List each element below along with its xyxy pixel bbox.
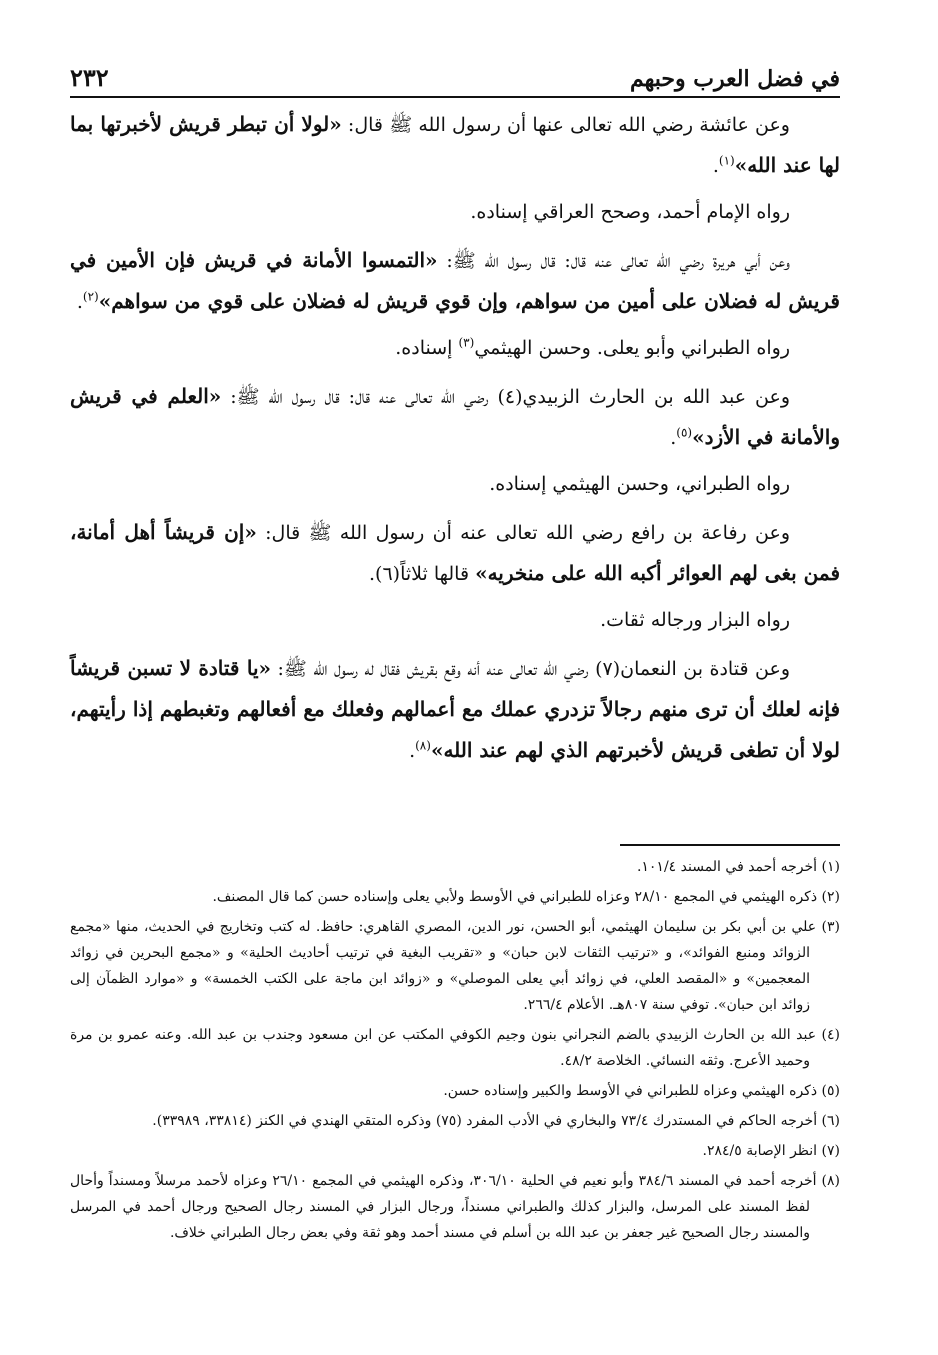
footnote: (٣) علي بن أبي بكر بن سليمان الهيثمي، أبو الحسن، نور الدين، المصري القاهري: حافظ. له كتب وتخاريج في الحديث، منها «مجمع الزوائد ومنبع الفوائد»، و «ترتيب الثقات لابن حبان» و «تقريب البغية في ترتيب أحاديث الحلية» و «مجمع البحرين في زوائد المعجمين» و «المقصد العلي، في زوائد أبي يعلى الموصلي» و «زوائد ابن ماجة على الكتب الخمسة» و «موارد الظمآن إلى زوائد ابن حبان». توفي سنة ٨٠٧هـ. الأعلام ٢٦٦/٤. bbox=[70, 919, 840, 1013]
paragraph-end: إسناده. bbox=[395, 337, 459, 359]
footnote: (٢) ذكره الهيثمي في المجمع ٢٨/١٠ وعزاه للطبراني في الأوسط ولأبي يعلى وإسناده حسن كما قال المصنف. bbox=[212, 889, 840, 905]
paragraph-intro: وعن أبي هريرة رضي الله تعالى عنه قال: قال رسول الله ﷺ: bbox=[437, 250, 790, 272]
footnote: (٨) أخرجه أحمد في المسند ٣٨٤/٦ وأبو نعيم في الحلية ٣٠٦/١٠، وذكره الهيثمي في المجمع ٢٦/١٠ وعزاه لأحمد مرسلاً ومسنداً وأحال لفظ المسند على المرسل، والبزار كذلك والطبراني مسنداً، ورجال البزار في المسند رجال الصحيح ورجال أحمد في المرسل والمسند رجال الصحيح غير جعفر بن عبد الله بن أسلم في مسند أحمد وهو ثقة وفي بعض رجال الطبراني خلاف. bbox=[70, 1173, 840, 1241]
hadith-paragraph bbox=[70, 240, 840, 322]
hadith-paragraph bbox=[70, 648, 840, 771]
hadith-paragraph bbox=[70, 376, 840, 458]
footnote-marker: (٢) bbox=[82, 289, 99, 304]
source-paragraph bbox=[70, 464, 840, 504]
paragraph-end: . bbox=[670, 427, 677, 449]
paragraph-end: . bbox=[409, 740, 416, 762]
footnote-marker: (٨) bbox=[415, 738, 431, 753]
footnote: (١) أخرجه أحمد في المسند ١٠١/٤. bbox=[636, 859, 840, 875]
footnote: (٥) ذكره الهيثمي وعزاه للطبراني في الأوسط والكبير وإسناده حسن. bbox=[443, 1083, 840, 1099]
paragraph-end: قالها ثلاثاً(٦). bbox=[369, 563, 476, 585]
main-text bbox=[70, 104, 840, 777]
hadith-quote: «يا قتادة لا تسبن قريشاً فإنه لعلك أن ترى منهم رجالاً تزدري عملك مع أعمالهم وفعلك مع أفعالهم وتغبطهم إذا رأيتهم، لولا أن تطغى قريش لأخبرتهم الذي لهم عند الله» bbox=[70, 656, 840, 762]
paragraph-intro: رواه الطبراني وأبو يعلى. وحسن الهيثمي bbox=[474, 337, 790, 359]
hadith-paragraph bbox=[70, 512, 840, 594]
source-paragraph bbox=[70, 600, 840, 640]
paragraph-intro: رواه الإمام أحمد، وصحح العراقي إسناده. bbox=[470, 201, 790, 223]
paragraph-intro: رواه الطبراني، وحسن الهيثمي إسناده. bbox=[489, 473, 790, 495]
footnotes bbox=[70, 854, 840, 1250]
hadith-quote: «العلم في قريش والأمانة في الأزد» bbox=[70, 384, 840, 449]
source-paragraph bbox=[70, 192, 840, 232]
footnote: (٦) أخرجه الحاكم في المستدرك ٧٣/٤ والبخاري في الأدب المفرد (٧٥) وذكره المتقي الهندي في الكنز (٣٣٨١٤، ٣٣٩٨٩). bbox=[152, 1113, 840, 1129]
page-number: ٢٣٢ bbox=[70, 63, 109, 92]
paragraph-intro: وعن عبد الله بن الحارث الزبيدي(٤) رضي الله تعالى عنه قال: قال رسول الله ﷺ: bbox=[221, 386, 791, 408]
paragraph-intro: وعن رفاعة بن رافع رضي الله تعالى عنه أن رسول الله ﷺ قال: bbox=[256, 522, 790, 544]
footnote-marker: (٥) bbox=[676, 425, 693, 440]
source-paragraph bbox=[70, 328, 840, 368]
hadith-paragraph bbox=[70, 104, 840, 186]
footnote-marker: (١) bbox=[718, 153, 735, 168]
page-header bbox=[70, 52, 840, 98]
hadith-quote: «التمسوا الأمانة في قريش فإن الأمين في قريش له فضلان على أمين من سواهم، وإن قوي قريش له فضلان على قوي من سواهم» bbox=[70, 248, 840, 313]
hadith-quote: «إن قريشاً أهل أمانة، فمن بغى لهم العوائر أكبه الله على منخريه» bbox=[70, 520, 840, 585]
hadith-quote: «لولا أن تبطر قريش لأخبرتها بما لها عند الله» bbox=[70, 112, 840, 177]
footnote-separator bbox=[620, 844, 840, 846]
paragraph-end: . bbox=[712, 155, 719, 177]
footnote: (٧) انظر الإصابة ٢٨٤/٥. bbox=[702, 1143, 840, 1159]
running-title: في فضل العرب وحبهم bbox=[629, 66, 840, 92]
paragraph-intro: وعن قتادة بن النعمان(٧) رضي الله تعالى عنه أنه وقع بقريش فقال له رسول الله ﷺ: bbox=[271, 658, 790, 680]
footnote-marker: (٣) bbox=[458, 335, 475, 350]
footnote: (٤) عبد الله بن الحارث الزبيدي بالضم النجراني بنون وجيم الكوفي المكتب عن ابن مسعود وجندب بن عبد الله. وعنه عمرو بن مرة وحميد الأعرج. وثقه النسائي. الخلاصة ٤٨/٢. bbox=[70, 1027, 840, 1069]
paragraph-intro: وعن عائشة رضي الله تعالى عنها أن رسول الله ﷺ قال: bbox=[341, 114, 790, 136]
paragraph-intro: رواه البزار ورجاله ثقات. bbox=[600, 609, 790, 631]
paragraph-end: . bbox=[76, 291, 83, 313]
